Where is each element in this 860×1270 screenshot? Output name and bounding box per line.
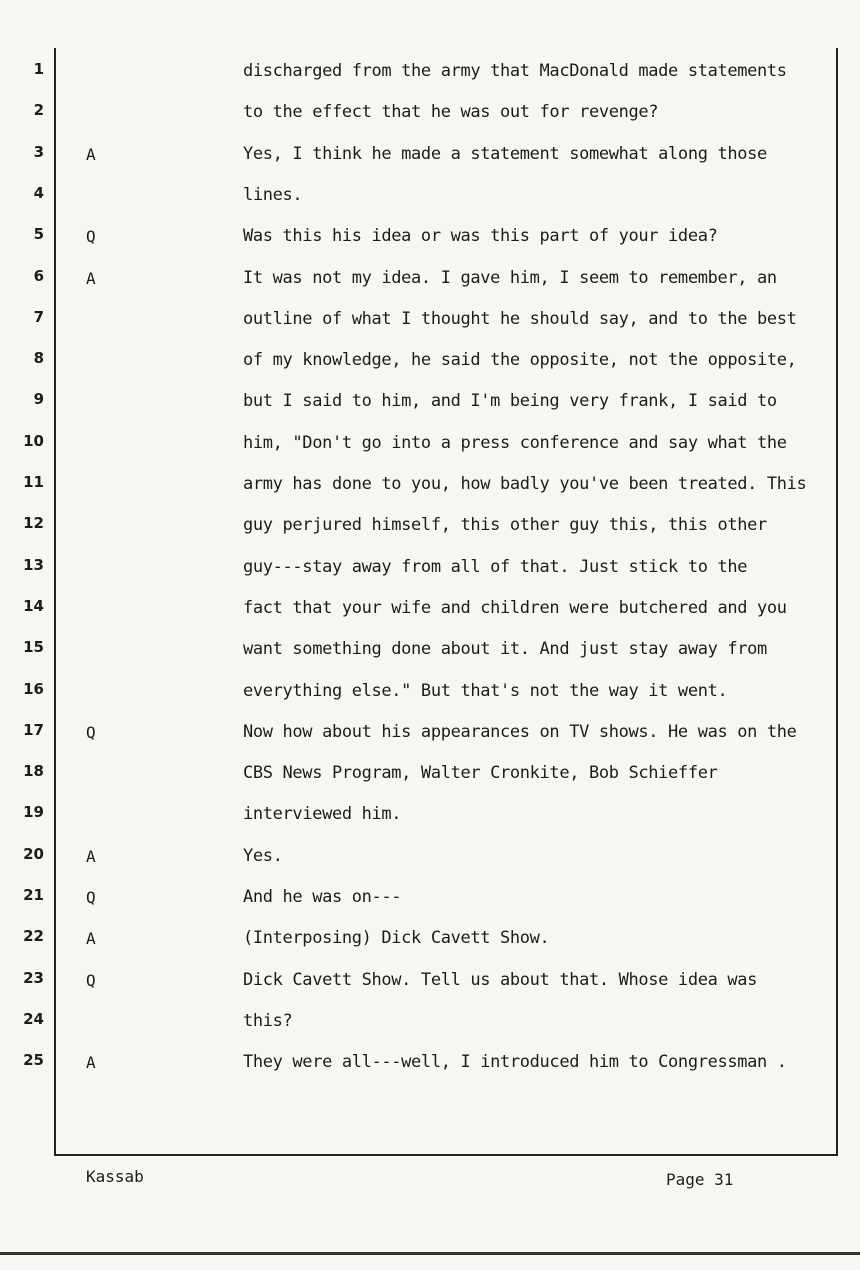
testimony-text: And he was on---	[243, 887, 402, 907]
transcript-line	[0, 754, 860, 795]
line-number: 13	[23, 555, 44, 574]
footer-witness-name: Kassab	[86, 1167, 144, 1186]
transcript-line	[0, 837, 860, 878]
transcript-line	[0, 589, 860, 630]
speaker-label: A	[86, 144, 96, 164]
transcript-line	[0, 424, 860, 465]
transcript-line	[0, 93, 860, 134]
transcript-line	[0, 630, 860, 671]
speaker-label: Q	[86, 888, 96, 907]
transcript-line	[0, 919, 860, 960]
transcript-line	[0, 672, 860, 713]
testimony-text: guy perjured himself, this other guy this, this other	[243, 515, 767, 536]
line-number: 8	[33, 349, 44, 368]
line-number: 25	[23, 1051, 44, 1070]
page-bottom-edge	[0, 1252, 860, 1255]
testimony-text: this?	[243, 1010, 293, 1031]
line-number: 1	[33, 60, 44, 78]
testimony-text: want something done about it. And just stay away from	[243, 639, 767, 660]
transcript-line	[0, 176, 860, 217]
line-number: 2	[33, 101, 44, 120]
testimony-text: They were all---well, I introduced him to Congressman .	[243, 1052, 787, 1073]
speaker-label: Q	[86, 722, 96, 742]
line-number: 23	[23, 968, 44, 987]
transcript-line	[0, 1002, 860, 1043]
transcript-line	[0, 259, 860, 300]
speaker-label: A	[86, 1053, 96, 1073]
transcript-line	[0, 795, 860, 836]
testimony-text: to the effect that he was out for revenge?	[243, 102, 659, 123]
line-number: 20	[23, 844, 44, 863]
line-number: 14	[23, 596, 44, 615]
transcript-line	[0, 217, 860, 258]
speaker-label: Q	[86, 227, 96, 247]
testimony-text: him, "Don't go into a press conference and say what the	[243, 432, 787, 453]
speaker-label: A	[86, 846, 96, 866]
transcript-line	[0, 341, 860, 382]
testimony-text: CBS News Program, Walter Cronkite, Bob Schieffer	[243, 763, 718, 784]
line-number: 7	[33, 307, 44, 326]
testimony-text: Yes, I think he made a statement somewhat along those	[243, 143, 767, 164]
testimony-text: Now how about his appearances on TV shows. He was on the	[243, 721, 797, 742]
line-number: 12	[23, 514, 44, 533]
transcript-line	[0, 713, 860, 754]
testimony-text: everything else." But that's not the way it went.	[243, 680, 728, 701]
line-number: 22	[23, 927, 44, 946]
speaker-label: A	[86, 268, 96, 288]
transcript-line	[0, 548, 860, 589]
transcript-line	[0, 52, 860, 93]
line-number: 18	[23, 762, 44, 781]
line-number: 11	[23, 473, 44, 491]
testimony-text: It was not my idea. I gave him, I seem to remember, an	[243, 267, 777, 288]
testimony-text: but I said to him, and I'm being very frank, I said to	[243, 391, 777, 412]
testimony-text: fact that your wife and children were butchered and you	[243, 597, 787, 618]
testimony-text: interviewed him.	[243, 804, 402, 825]
transcript-line	[0, 961, 860, 1002]
line-number: 17	[23, 720, 44, 739]
line-number: 10	[23, 431, 44, 450]
testimony-text: Yes.	[243, 845, 283, 866]
testimony-text: lines.	[243, 184, 303, 205]
testimony-text: (Interposing) Dick Cavett Show.	[243, 928, 550, 949]
line-number: 15	[23, 638, 44, 657]
line-number: 5	[33, 225, 44, 244]
testimony-text: guy---stay away from all of that. Just stick to the	[243, 556, 748, 577]
transcript-line	[0, 878, 860, 919]
transcript-line	[0, 1043, 860, 1084]
transcript-line	[0, 506, 860, 547]
transcript-line	[0, 382, 860, 423]
footer-page-number: Page 31	[666, 1170, 734, 1189]
testimony-text: discharged from the army that MacDonald made statements	[243, 61, 787, 81]
line-number: 3	[33, 142, 44, 161]
bottom-margin-rule	[54, 1154, 838, 1156]
speaker-label: A	[86, 929, 96, 949]
line-number: 19	[23, 803, 44, 822]
line-number: 4	[33, 183, 44, 202]
transcript-line	[0, 465, 860, 506]
line-number: 9	[33, 390, 44, 409]
speaker-label: Q	[86, 970, 96, 990]
line-number: 24	[23, 1009, 44, 1028]
line-number: 6	[33, 266, 44, 285]
transcript-line	[0, 135, 860, 176]
testimony-text: Dick Cavett Show. Tell us about that. Whose idea was	[243, 969, 758, 990]
line-number: 21	[23, 886, 44, 904]
testimony-text: of my knowledge, he said the opposite, not the opposite,	[243, 350, 797, 371]
testimony-text: army has done to you, how badly you've been treated. This	[243, 474, 807, 494]
transcript-line	[0, 300, 860, 341]
testimony-text: outline of what I thought he should say, and to the best	[243, 308, 797, 329]
line-number: 16	[23, 679, 44, 698]
testimony-text: Was this his idea or was this part of your idea?	[243, 226, 718, 247]
